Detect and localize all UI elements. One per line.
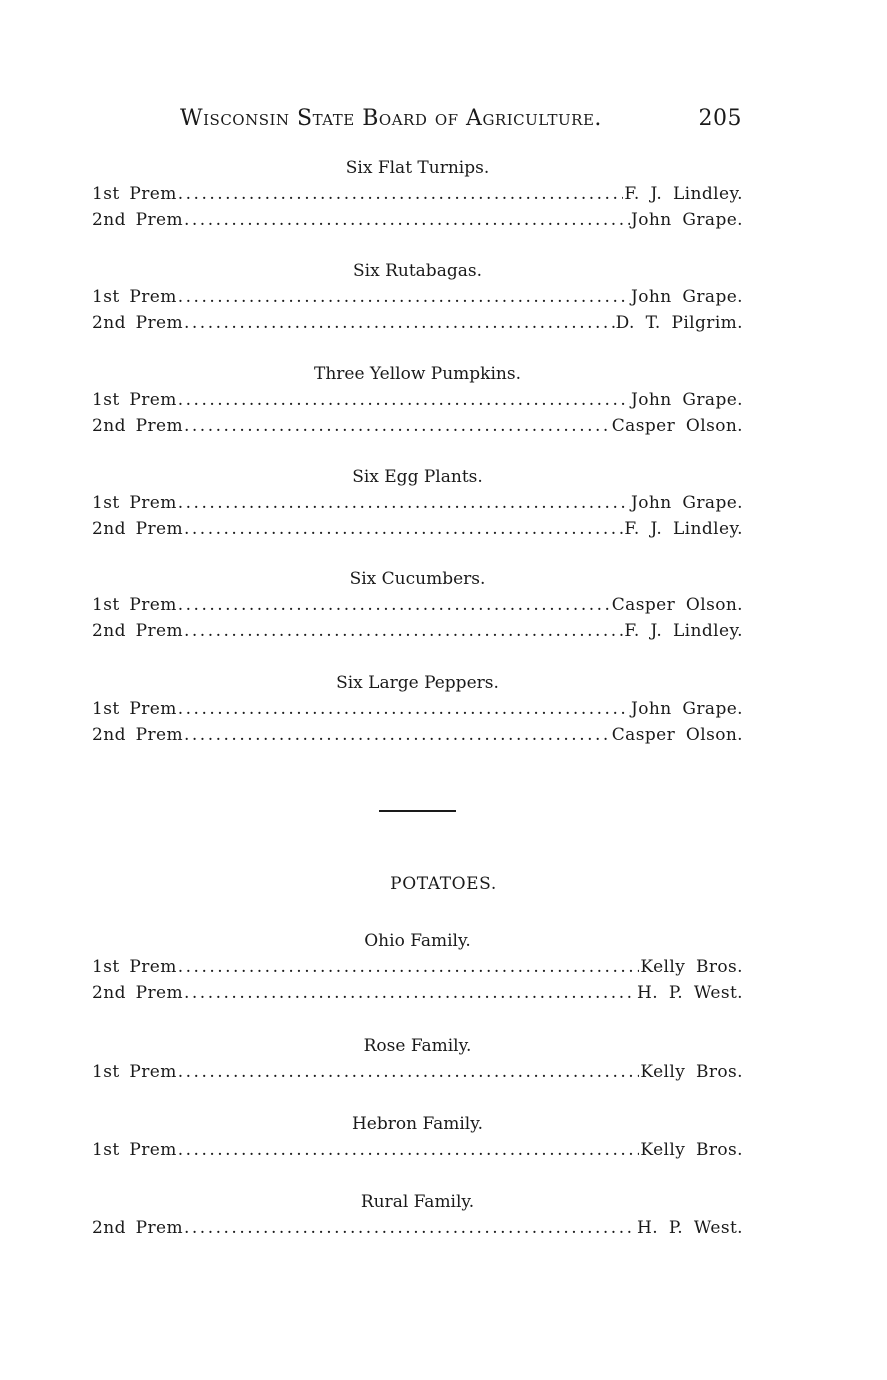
section-egg-plants <box>92 464 743 542</box>
section-heading: Six Flat Turnips. <box>345 158 490 178</box>
prize-label: 1st Prem <box>92 1062 177 1082</box>
section-rose-family <box>92 1033 743 1085</box>
section-hebron-family <box>92 1111 743 1163</box>
running-title: Wisconsin State Board of Agriculture. <box>180 106 602 131</box>
section-heading: Rose Family. <box>363 1036 472 1056</box>
prize-entry <box>92 181 743 207</box>
winner-name: Casper Olson. <box>611 416 743 436</box>
winner-name: John Grape. <box>631 699 743 719</box>
section-flat-turnips <box>92 155 743 233</box>
prize-entry <box>92 696 743 722</box>
section-heading: Six Cucumbers. <box>349 569 486 589</box>
winner-name: H. P. West. <box>637 1218 743 1238</box>
prize-label: 1st Prem <box>92 1140 177 1160</box>
prize-label: 1st Prem <box>92 595 177 615</box>
winner-name: Kelly Bros. <box>640 1062 743 1082</box>
prize-label: 2nd Prem <box>92 416 183 436</box>
dot-leader <box>184 516 623 542</box>
prize-label: 2nd Prem <box>92 210 183 230</box>
dot-leader <box>178 1059 640 1085</box>
prize-label: 1st Prem <box>92 184 177 204</box>
dot-leader <box>178 387 630 413</box>
prize-label: 2nd Prem <box>92 1218 183 1238</box>
section-rutabagas <box>92 258 743 336</box>
prize-label: 1st Prem <box>92 287 177 307</box>
section-heading: Three Yellow Pumpkins. <box>313 364 521 384</box>
section-rural-family <box>92 1189 743 1241</box>
prize-entry <box>92 592 743 618</box>
prize-entry <box>92 207 743 233</box>
prize-entry <box>92 618 743 644</box>
dot-leader <box>178 1137 640 1163</box>
prize-entry <box>92 284 743 310</box>
dot-leader <box>178 490 630 516</box>
prize-label: 1st Prem <box>92 699 177 719</box>
dot-leader <box>178 592 611 618</box>
prize-entry <box>92 413 743 439</box>
winner-name: Kelly Bros. <box>640 1140 743 1160</box>
prize-label: 1st Prem <box>92 390 177 410</box>
winner-name: F. J. Lindley. <box>624 519 743 539</box>
prize-label: 2nd Prem <box>92 519 183 539</box>
section-yellow-pumpkins <box>92 361 743 439</box>
winner-name: Casper Olson. <box>611 595 743 615</box>
dot-leader <box>184 413 611 439</box>
prize-entry <box>92 954 743 980</box>
dot-leader <box>184 310 615 336</box>
dot-leader <box>184 980 636 1006</box>
prize-entry <box>92 722 743 748</box>
dot-leader <box>178 696 630 722</box>
prize-label: 2nd Prem <box>92 621 183 641</box>
dot-leader <box>184 207 630 233</box>
page-number: 205 <box>698 106 742 131</box>
section-ohio-family <box>92 928 743 1006</box>
potatoes-heading: POTATOES. <box>390 874 497 894</box>
dot-leader <box>184 1215 636 1241</box>
prize-label: 1st Prem <box>92 493 177 513</box>
winner-name: Casper Olson. <box>611 725 743 745</box>
prize-entry <box>92 1137 743 1163</box>
prize-entry <box>92 387 743 413</box>
section-heading: Six Large Peppers. <box>336 673 499 693</box>
section-heading: Hebron Family. <box>351 1114 483 1134</box>
section-divider-rule <box>379 810 456 812</box>
prize-label: 2nd Prem <box>92 725 183 745</box>
winner-name: F. J. Lindley. <box>624 184 743 204</box>
section-heading: Rural Family. <box>360 1192 475 1212</box>
winner-name: F. J. Lindley. <box>624 621 743 641</box>
section-heading: Six Egg Plants. <box>352 467 483 487</box>
prize-label: 2nd Prem <box>92 983 183 1003</box>
prize-entry <box>92 1215 743 1241</box>
dot-leader <box>178 284 630 310</box>
prize-entry <box>92 310 743 336</box>
winner-name: Kelly Bros. <box>640 957 743 977</box>
page-header <box>180 106 742 131</box>
prize-entry <box>92 490 743 516</box>
prize-label: 1st Prem <box>92 957 177 977</box>
winner-name: John Grape. <box>631 287 743 307</box>
section-cucumbers <box>92 566 743 644</box>
winner-name: John Grape. <box>631 210 743 230</box>
dot-leader <box>178 181 624 207</box>
section-heading: Six Rutabagas. <box>353 261 482 281</box>
section-large-peppers <box>92 670 743 748</box>
dot-leader <box>184 722 611 748</box>
winner-name: John Grape. <box>631 493 743 513</box>
dot-leader <box>178 954 640 980</box>
prize-label: 2nd Prem <box>92 313 183 333</box>
prize-entry <box>92 516 743 542</box>
winner-name: H. P. West. <box>637 983 743 1003</box>
winner-name: D. T. Pilgrim. <box>615 313 743 333</box>
section-heading: Ohio Family. <box>364 931 471 951</box>
prize-entry <box>92 980 743 1006</box>
dot-leader <box>184 618 623 644</box>
prize-entry <box>92 1059 743 1085</box>
winner-name: John Grape. <box>631 390 743 410</box>
